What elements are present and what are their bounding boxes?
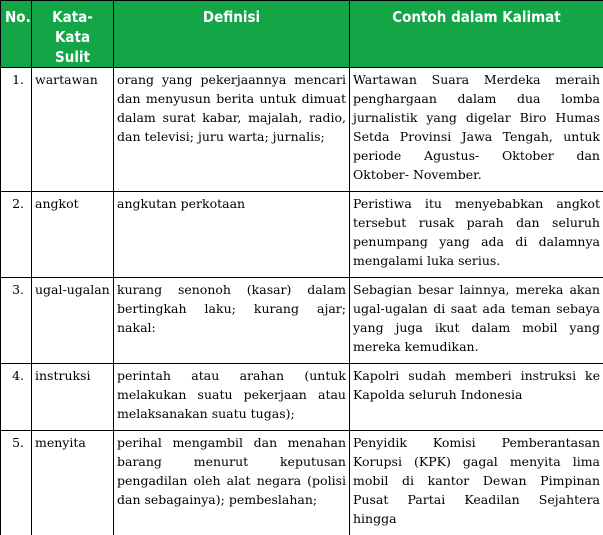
header-no: No. [1, 1, 32, 68]
row-example: Kapolri sudah memberi instruksi ke Kapolda seluruh Indonesia [350, 364, 603, 431]
table-row [1, 278, 603, 364]
row-definition: perintah atau arahan (untuk melakukan suatu pekerjaan atau melaksanakan suatu tugas); [114, 364, 350, 431]
row-number: 5. [1, 431, 32, 535]
header-example: Contoh dalam Kalimat [350, 1, 603, 68]
row-example: Wartawan Suara Merdeka meraih penghargaan dalam dua lomba jurnalistik yang digelar Biro Humas Setda Provinsi Jawa Tengah, untuk periode Agustus- Oktober dan Oktober- November. [350, 68, 603, 192]
table-row [1, 68, 603, 192]
row-number: 1. [1, 68, 32, 192]
header-definition: Definisi [114, 1, 350, 68]
row-word: instruksi [32, 364, 114, 431]
row-definition: orang yang pekerjaannya mencari dan menyusun berita untuk dimuat dalam surat kabar, majalah, radio, dan televisi; juru warta; jurnalis; [114, 68, 350, 192]
row-number: 3. [1, 278, 32, 364]
row-number: 4. [1, 364, 32, 431]
row-word: menyita [32, 431, 114, 535]
row-example: Sebagian besar lainnya, mereka akan ugal-ugalan di saat ada teman sebaya yang juga ikut dalam mobil yang mereka kemudikan. [350, 278, 603, 364]
header-word: Kata-Kata Sulit [32, 1, 114, 68]
header-row [1, 1, 603, 68]
row-example: Peristiwa itu menyebabkan angkot tersebut rusak parah dan seluruh penumpang yang ada di dalamnya mengalami luka serius. [350, 192, 603, 278]
table-row [1, 364, 603, 431]
table-row [1, 192, 603, 278]
row-definition: angkutan perkotaan [114, 192, 350, 278]
table-row [1, 431, 603, 535]
row-word: wartawan [32, 68, 114, 192]
row-definition: kurang senonoh (kasar) dalam bertingkah laku; kurang ajar; nakal: [114, 278, 350, 364]
row-example: Penyidik Komisi Pemberantasan Korupsi (KPK) gagal menyita lima mobil di kantor Dewan Pimpinan Pusat Partai Keadilan Sejahtera hingga [350, 431, 603, 535]
row-definition: perihal mengambil dan menahan barang menurut keputusan pengadilan oleh alat negara (polisi dan sebagainya); pembeslahan; [114, 431, 350, 535]
row-word: angkot [32, 192, 114, 278]
row-word: ugal-ugalan [32, 278, 114, 364]
row-number: 2. [1, 192, 32, 278]
